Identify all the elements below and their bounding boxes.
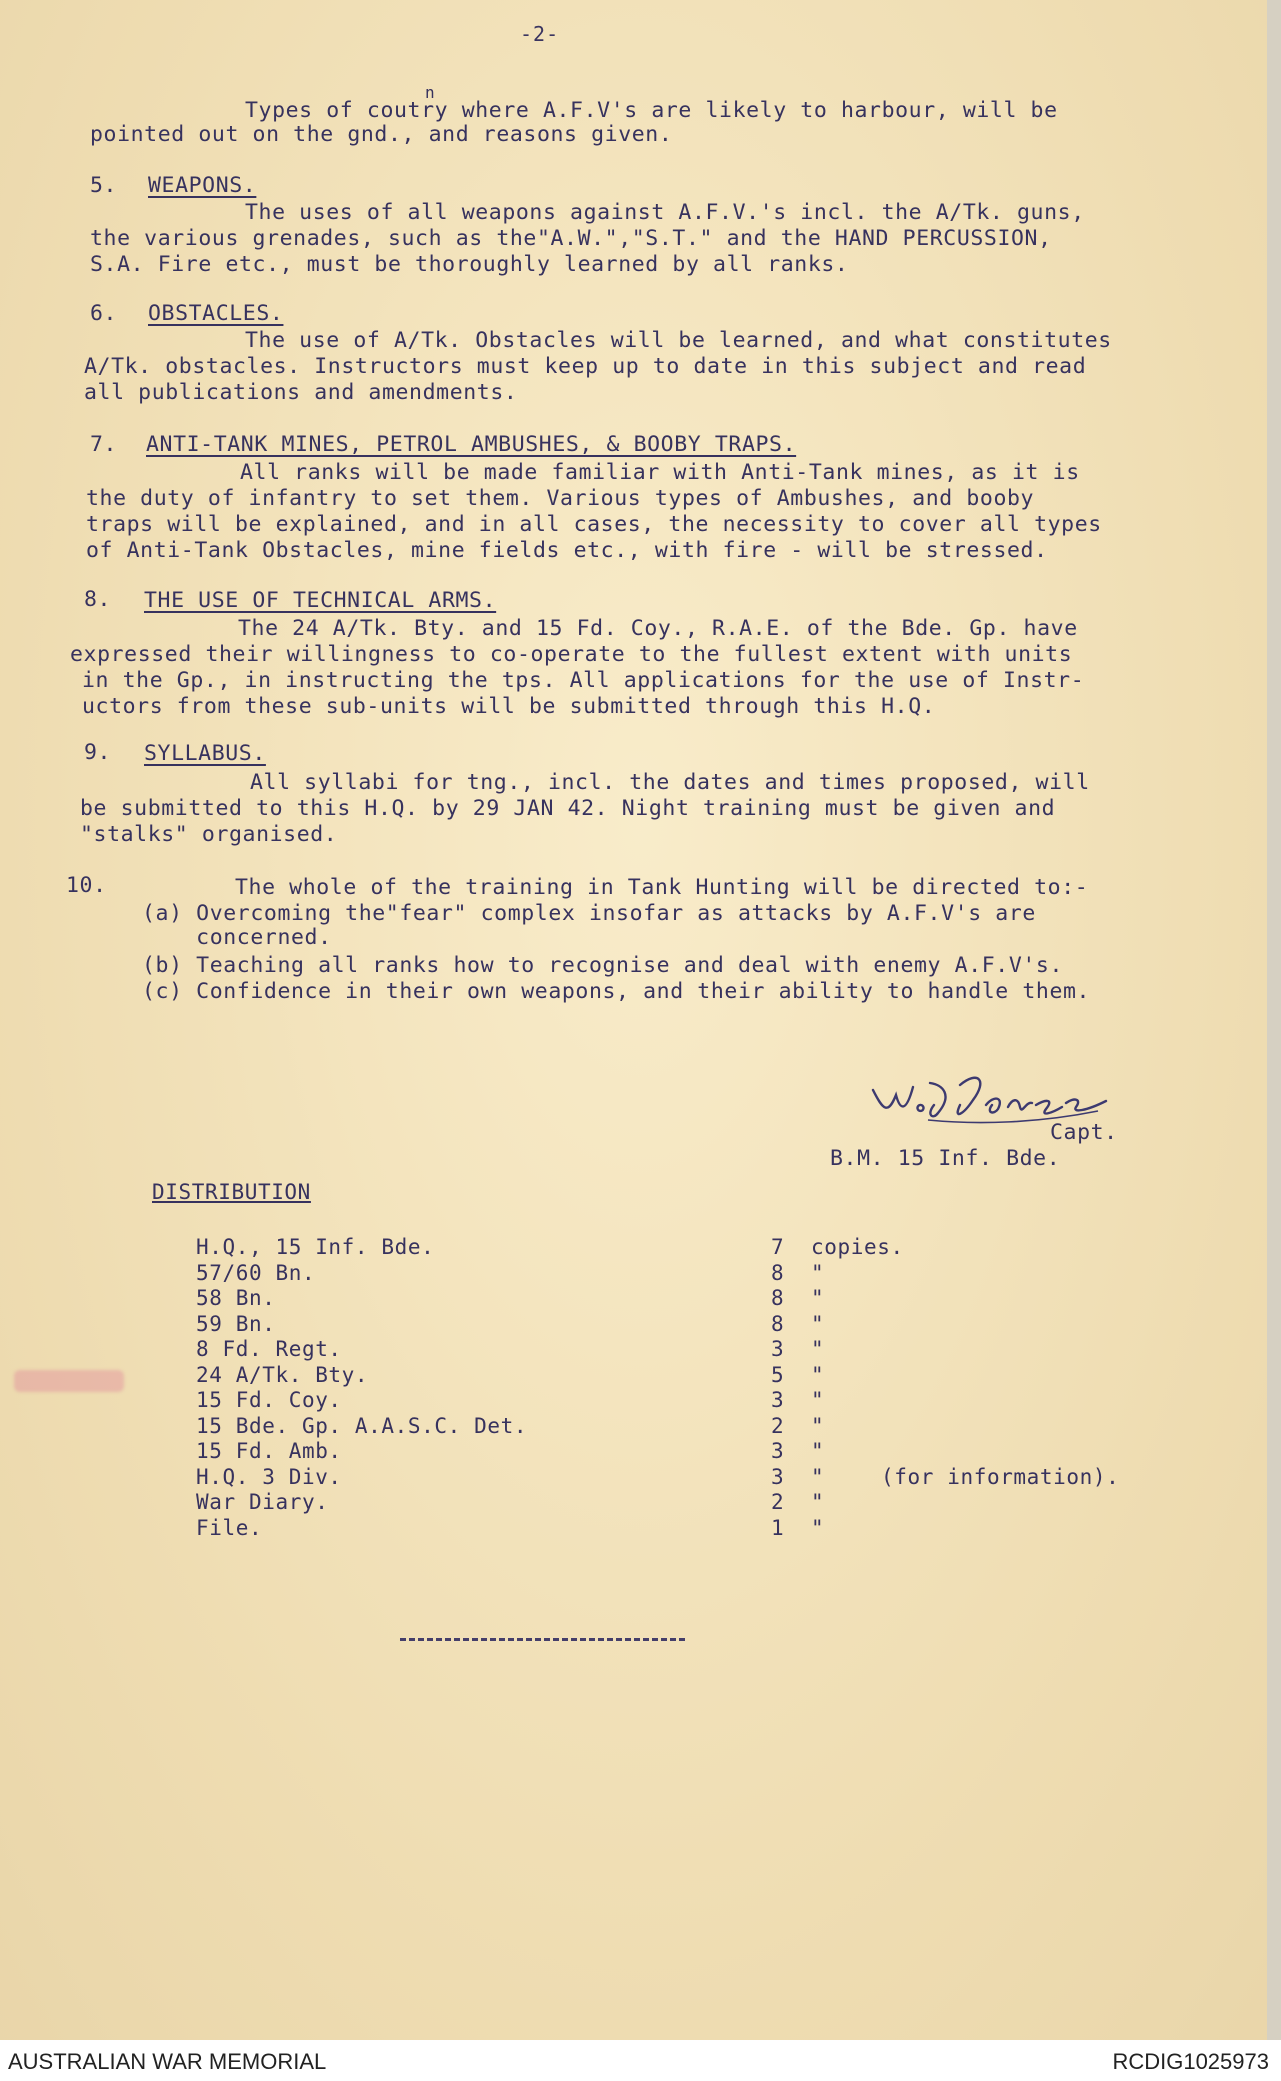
- section-5-line: the various grenades, such as the"A.W.","S.T." and the HAND PERCUSSION,: [90, 226, 1052, 251]
- distribution-row: 15 Bde. Gp. A.A.S.C. Det. 2 ": [196, 1413, 825, 1438]
- ink-stamp-mark: [14, 1370, 124, 1392]
- section-10-item: (b) Teaching all ranks how to recognise and deal with enemy A.F.V's.: [142, 953, 1063, 978]
- section-10-intro: The whole of the training in Tank Hunting will be directed to:-: [235, 875, 1089, 900]
- section-5-heading: WEAPONS.: [148, 173, 257, 198]
- handwritten-correction: n: [425, 83, 436, 102]
- footer-institution: AUSTRALIAN WAR MEMORIAL: [8, 2049, 327, 2074]
- section-9-heading: SYLLABUS.: [144, 741, 266, 766]
- section-9-line: be submitted to this H.Q. by 29 JAN 42. Night training must be given and: [80, 796, 1056, 821]
- page-number: -2-: [520, 22, 560, 46]
- section-8-line: expressed their willingness to co-operate to the fullest extent with units: [70, 642, 1073, 667]
- intro-line-1: Types of coutry where A.F.V's are likely to harbour, will be: [245, 98, 1058, 123]
- section-5-line: S.A. Fire etc., must be thoroughly learned by all ranks.: [90, 252, 849, 277]
- section-6-line: all publications and amendments.: [84, 380, 518, 405]
- signature-appointment: B.M. 15 Inf. Bde.: [830, 1146, 1061, 1171]
- distribution-row: 57/60 Bn. 8 ": [196, 1260, 825, 1285]
- section-8-line: in the Gp., in instructing the tps. All applications for the use of Instr-: [82, 668, 1085, 693]
- section-8-line: The 24 A/Tk. Bty. and 15 Fd. Coy., R.A.E. of the Bde. Gp. have: [238, 616, 1078, 641]
- section-10-item: (a) Overcoming the"fear" complex insofar as attacks by A.F.V's are: [142, 901, 1036, 926]
- distribution-row: 59 Bn. 8 ": [196, 1311, 825, 1336]
- end-divider: [400, 1638, 685, 1641]
- intro-line-2: pointed out on the gnd., and reasons given.: [90, 122, 673, 147]
- section-10-number: 10.: [66, 873, 107, 898]
- section-10-item: (c) Confidence in their own weapons, and their ability to handle them.: [142, 979, 1091, 1004]
- archive-footer: [0, 2040, 1281, 2081]
- section-10-item: concerned.: [142, 925, 332, 950]
- section-9-number: 9.: [84, 740, 112, 765]
- section-5-number: 5.: [90, 173, 118, 198]
- section-9-line: All syllabi for tng., incl. the dates and times proposed, will: [250, 770, 1090, 795]
- distribution-row: H.Q., 15 Inf. Bde. 7 copies.: [196, 1235, 904, 1259]
- section-8-number: 8.: [84, 587, 112, 612]
- page-edge: [1267, 0, 1281, 2040]
- section-7-number: 7.: [90, 432, 118, 457]
- distribution-row: H.Q. 3 Div. 3 " (for information).: [196, 1464, 1120, 1489]
- section-8-line: uctors from these sub-units will be submitted through this H.Q.: [82, 694, 936, 719]
- footer-record-id: RCDIG1025973: [1112, 2049, 1269, 2074]
- distribution-row: 58 Bn. 8 ": [196, 1286, 825, 1310]
- distribution-row: 8 Fd. Regt. 3 ": [196, 1337, 825, 1361]
- section-9-line: "stalks" organised.: [80, 822, 338, 847]
- section-7-line: of Anti-Tank Obstacles, mine fields etc., with fire - will be stressed.: [86, 538, 1048, 563]
- distribution-row: File. 1 ": [196, 1515, 825, 1540]
- section-8-heading: THE USE OF TECHNICAL ARMS.: [144, 588, 497, 613]
- section-5-line: The uses of all weapons against A.F.V.'s incl. the A/Tk. guns,: [245, 200, 1085, 225]
- section-6-line: The use of A/Tk. Obstacles will be learned, and what constitutes: [245, 328, 1112, 353]
- section-6-line: A/Tk. obstacles. Instructors must keep up to date in this subject and read: [84, 354, 1087, 379]
- section-7-line: traps will be explained, and in all cases, the necessity to cover all types: [86, 512, 1102, 537]
- distribution-row: 15 Fd. Amb. 3 ": [196, 1439, 825, 1463]
- section-6-number: 6.: [90, 301, 118, 326]
- distribution-row: War Diary. 2 ": [196, 1490, 825, 1514]
- distribution-list: [196, 1235, 1119, 1541]
- section-7-line: the duty of infantry to set them. Various types of Ambushes, and booby: [86, 486, 1035, 511]
- section-7-line: All ranks will be made familiar with Anti-Tank mines, as it is: [240, 460, 1080, 485]
- section-6-heading: OBSTACLES.: [148, 301, 284, 326]
- section-7-heading: ANTI-TANK MINES, PETROL AMBUSHES, & BOOBY TRAPS.: [146, 432, 797, 457]
- distribution-title: DISTRIBUTION: [152, 1180, 311, 1204]
- distribution-row: 15 Fd. Coy. 3 ": [196, 1388, 825, 1412]
- distribution-row: 24 A/Tk. Bty. 5 ": [196, 1362, 825, 1387]
- signature-rank: Capt.: [1050, 1120, 1118, 1145]
